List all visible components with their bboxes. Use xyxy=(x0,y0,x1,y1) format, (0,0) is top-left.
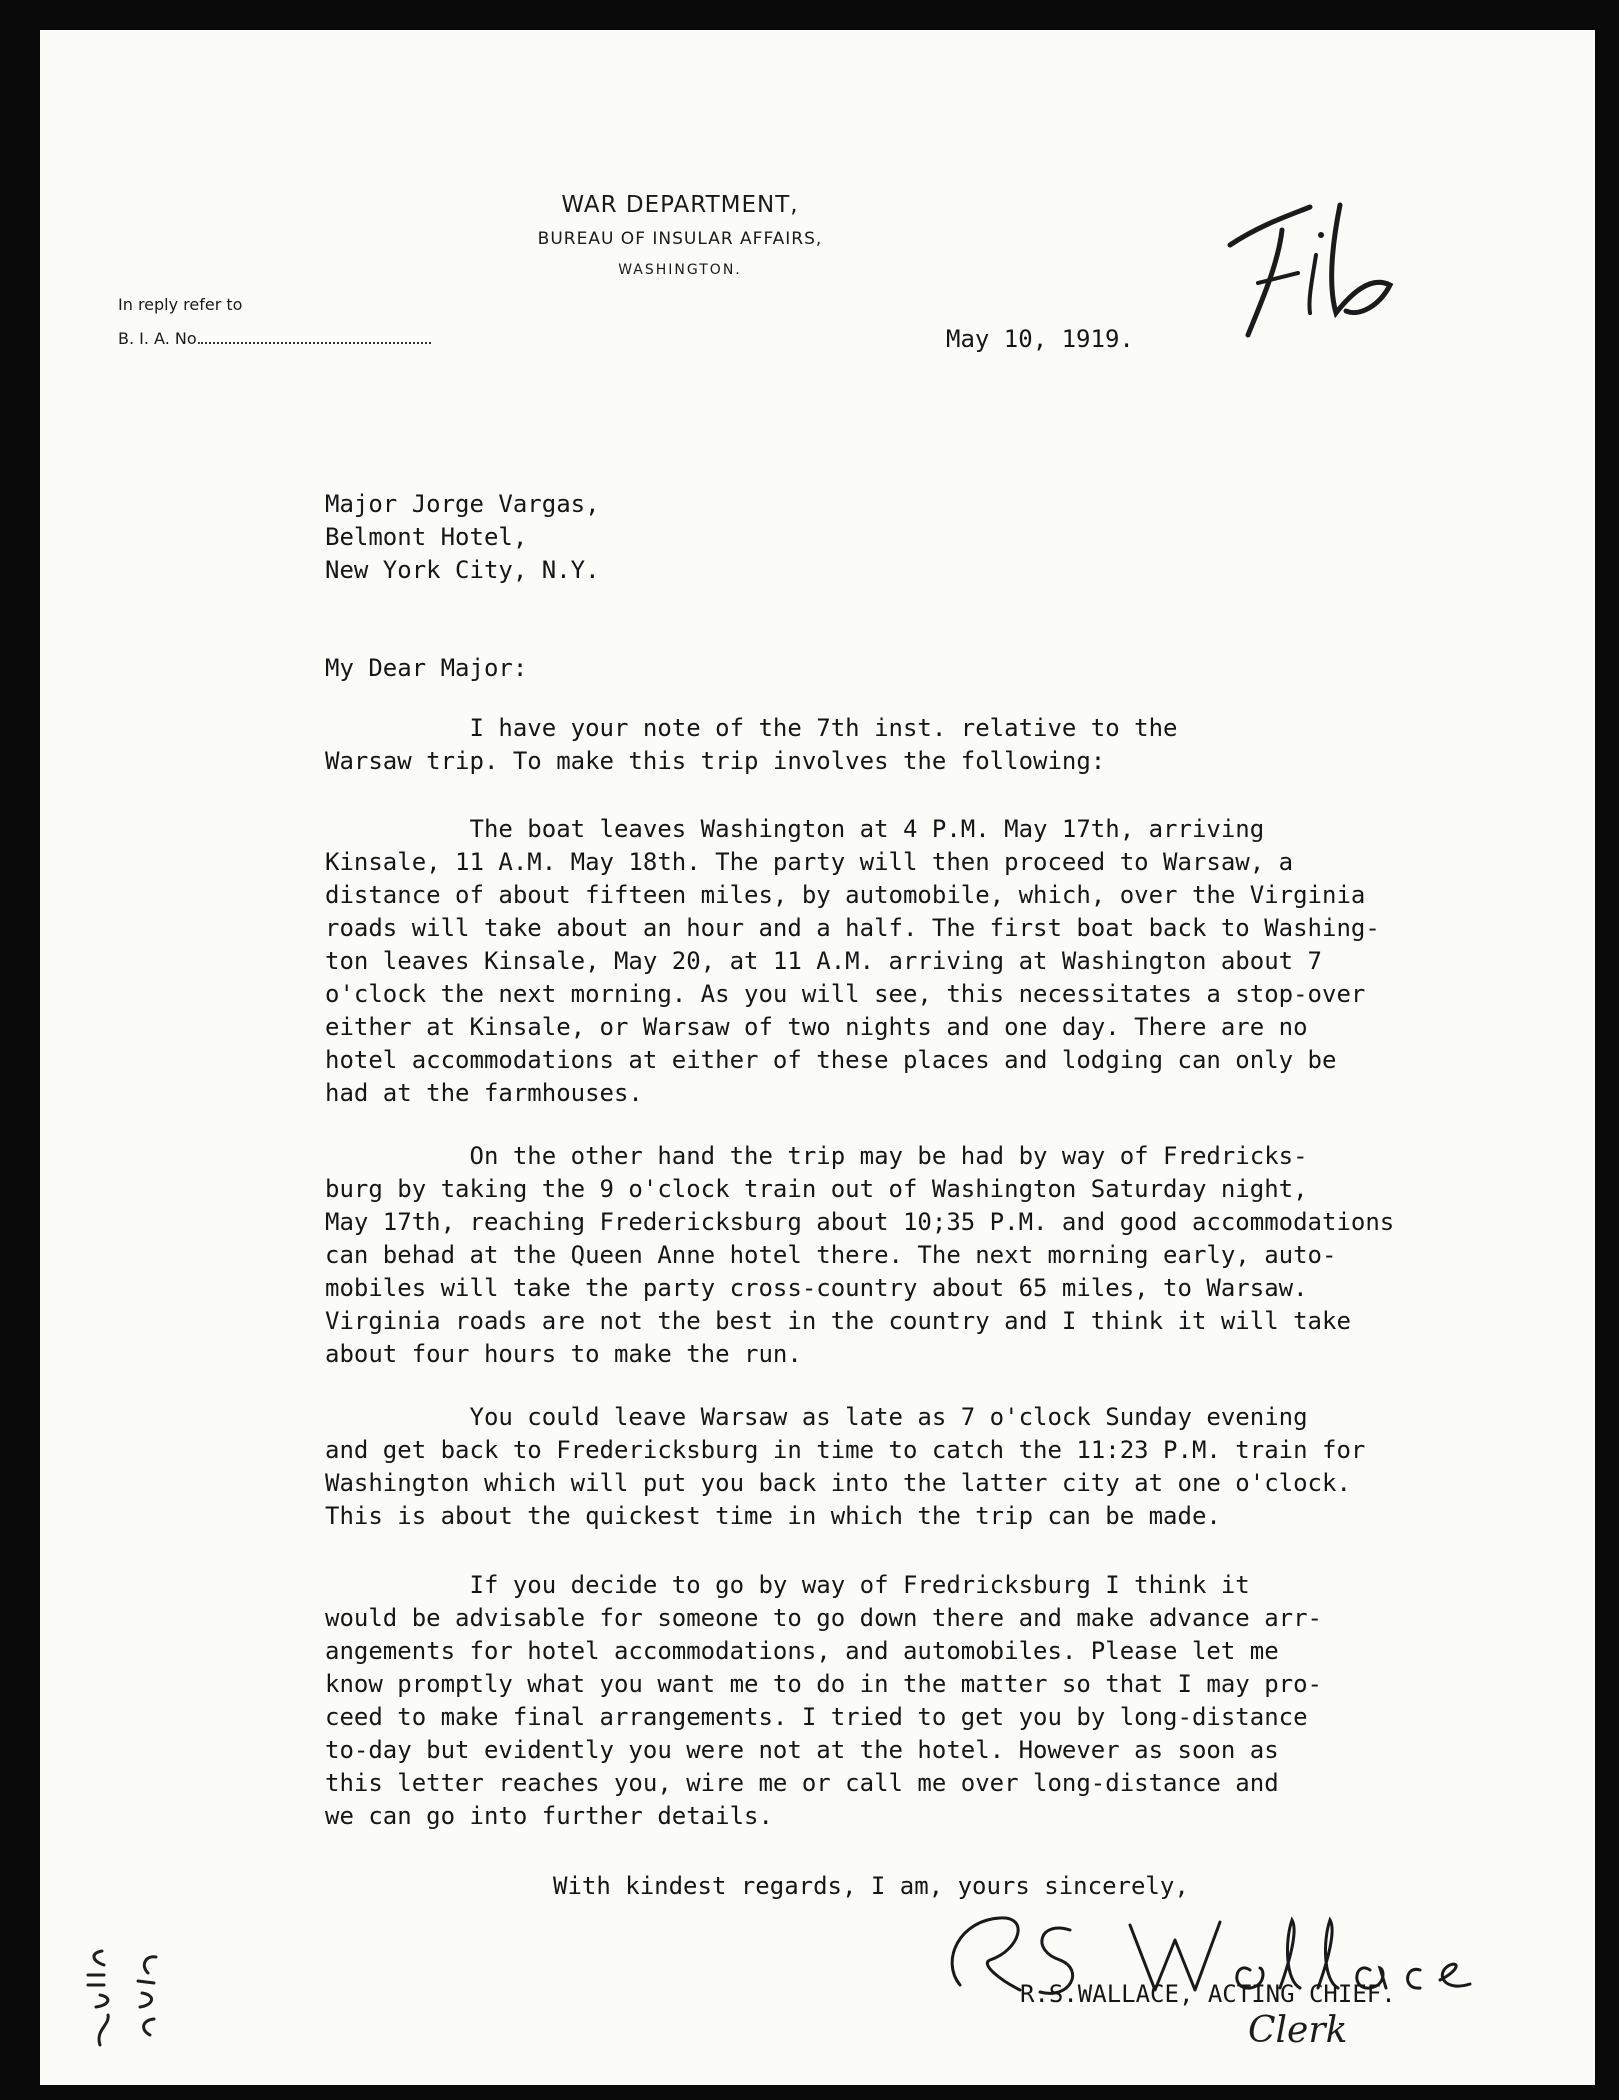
addressee-name: Major Jorge Vargas, xyxy=(325,490,600,518)
bia-number-blank xyxy=(201,326,431,344)
reply-instruction: In reply refer to xyxy=(118,295,243,314)
body-paragraph: You could leave Warsaw as late as 7 o'clock Sunday evening and get back to Fredericksburg in time to catch the 11:23 P.M. train for Washington which will put you back into the latter city at one o'clock. This is about the quickest time in which the trip can be made. xyxy=(325,1403,1366,1530)
closing-line: With kindest regards, I am, yours sincerely, xyxy=(553,1872,1189,1900)
letter-date: May 10, 1919. xyxy=(946,325,1134,353)
file-mark-handwriting xyxy=(1220,185,1410,355)
reply-reference-block xyxy=(118,288,431,356)
letterhead xyxy=(40,190,1320,282)
salutation: My Dear Major: xyxy=(325,654,528,682)
letter-page xyxy=(40,30,1595,2085)
bia-number-label: B. I. A. No. xyxy=(118,329,202,348)
typed-signature-name: R.S.WALLACE, ACTING CHIEF. xyxy=(1020,1980,1396,2008)
addressee-hotel: Belmont Hotel, xyxy=(325,523,528,551)
body-paragraph: I have your note of the 7th inst. relative to the Warsaw trip. To make this trip involves the following: xyxy=(325,714,1178,775)
body-paragraph: The boat leaves Washington at 4 P.M. May 17th, arriving Kinsale, 11 A.M. May 18th. The party will then proceed to Warsaw, a distance of about fifteen miles, by automobile, which, over the Virginia roads will take about an hour and a half. The first boat back to Washing- ton leaves Kinsale, May 20, at 11 A.M. arriving at Washington about 7 o'clock the next morning. As you will see, this necessitates a stop-over either at Kinsale, or Warsaw of two nights and one day. There are no hotel accommodations at either of these places and lodging can only be had at the farmhouses. xyxy=(325,815,1380,1107)
letterhead-city: WASHINGTON. xyxy=(618,262,742,278)
addressee-city: New York City, N.Y. xyxy=(325,556,600,584)
letterhead-department: WAR DEPARTMENT, xyxy=(561,192,799,218)
handwritten-title: Clerk xyxy=(1248,2010,1348,2051)
body-paragraph: On the other hand the trip may be had by way of Fredricks- burg by taking the 9 o'clock train out of Washington Saturday night, May 17th, reaching Fredericksburg about 10;35 P.M. and good accommodations can behad at the Queen Anne hotel there. The next morning early, auto- mobiles will take the party cross-country about 65 miles, to Warsaw. Virginia roads are not the best in the country and I think it will take about four hours to make the run. xyxy=(325,1142,1395,1368)
addressee-block xyxy=(325,488,600,587)
margin-note-handwriting xyxy=(70,1935,180,2055)
letterhead-bureau: BUREAU OF INSULAR AFFAIRS, xyxy=(537,229,823,249)
body-paragraph: If you decide to go by way of Fredricksburg I think it would be advisable for someone to go down there and make advance arr- angements for hotel accommodations, and automobiles. Please let me know promptly what you want me to do in the matter so that I may pro- ceed to make final arrangements. I tried to get you by long-distance to-day but evidently you were not at the hotel. However as soon as this letter reaches you, wire me or call me over long-distance and we can go into further details. xyxy=(325,1571,1322,1830)
